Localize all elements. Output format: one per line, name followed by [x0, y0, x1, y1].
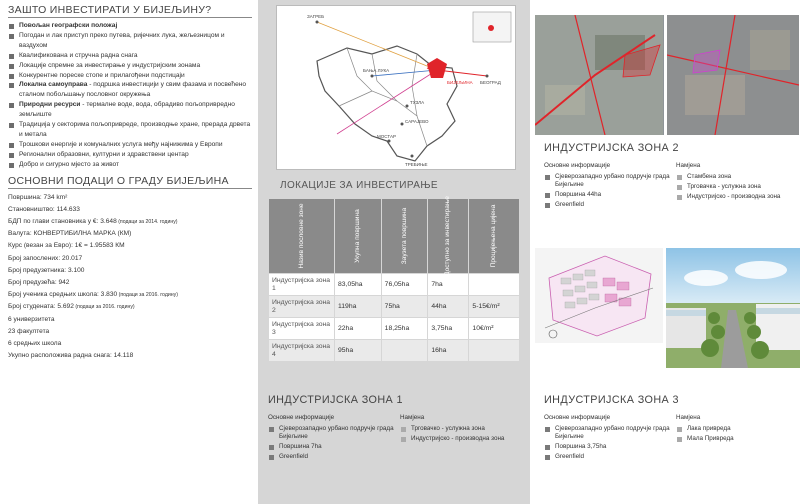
- table-cell: 22ha: [335, 318, 382, 340]
- right-column: [530, 0, 800, 504]
- zone-info-label: Основне информације: [544, 162, 611, 169]
- table-header-cell: Заузета површина: [381, 199, 428, 274]
- zone-1-info: [268, 414, 398, 463]
- fact-row: Број студената: 5.692 (подаци за 2016. годину): [8, 303, 135, 311]
- table-cell: [381, 340, 428, 362]
- zone-1-section: [268, 394, 526, 460]
- zone-info-label: Основне информације: [268, 414, 335, 421]
- table-cell: 5-15€/m²: [469, 296, 520, 318]
- zone-3-info: [544, 414, 674, 463]
- map-place-label: МОСТАР: [377, 134, 396, 139]
- zone-purpose-item: Мала Привреда: [676, 435, 796, 443]
- locations-table: [268, 198, 520, 362]
- zone-purpose-item: Стамбена зона: [676, 173, 796, 181]
- fact-row: Курс (везан за Евро): 1€ = 1.95583 КМ: [8, 242, 125, 250]
- zone-street-photo: [666, 248, 800, 368]
- zone-purpose-item: Трговачка - услужна зона: [676, 183, 796, 191]
- fact-row: 23 факултета: [8, 327, 50, 335]
- table-cell: [469, 340, 520, 362]
- zone-3-purpose: [676, 414, 796, 445]
- fact-row: Број предузетника: 3.100: [8, 266, 85, 274]
- fact-row: Број ученика средњих школа: 3.830 (подаци за 2016. годину): [8, 291, 178, 299]
- why-item: Локације спремне за инвестирање у индустријским зонама: [8, 61, 252, 71]
- table-header-cell: Процијењена цијена: [469, 199, 520, 274]
- zone-2-section: [544, 142, 798, 208]
- table-cell: 16ha: [428, 340, 469, 362]
- zone-1-purpose: [400, 414, 520, 445]
- why-item: Традиција у секторима пољопривреде, производње хране, прерада дрвета и метала: [8, 120, 252, 140]
- table-cell: 3,75ha: [428, 318, 469, 340]
- why-item: Повољан географски положај: [8, 21, 252, 31]
- why-item: Добро и сигурно мјесто за живот: [8, 160, 252, 170]
- zone-2-info: [544, 162, 674, 211]
- zone-info-item: Сјеверозападно урбано подручје града Бијељине: [268, 425, 398, 441]
- why-item: Квалификована и стручна радна снага: [8, 51, 252, 61]
- table-cell: 119ha: [335, 296, 382, 318]
- zone-info-label: Основне информације: [544, 414, 611, 421]
- zone-info-item: Greenfield: [268, 453, 398, 461]
- table-cell: Индустријска зона 3: [269, 318, 335, 340]
- fact-row: Валута: КОНВЕРТИБИЛНА МАРКА (КМ): [8, 230, 132, 238]
- zone-purpose-item: Лака привреда: [676, 425, 796, 433]
- fact-row: 6 средњих школа: [8, 340, 62, 348]
- zone-purpose-label: Намјена: [400, 414, 425, 421]
- fact-row: Површина: 734 km²: [8, 193, 68, 201]
- table-row: [269, 296, 520, 318]
- table-row: [269, 340, 520, 362]
- aerial-image: [535, 15, 799, 135]
- map-place-label: ЗАГРЕБ: [307, 14, 325, 19]
- zone-3-section: [544, 394, 798, 460]
- why-item: Локална самоуправа - подршка инвестицији у свим фазама и посвећено сталном побољшању пословног окружења: [8, 80, 252, 100]
- table-cell: 7ha: [428, 274, 469, 296]
- map-place-label: БАЊА ЛУКА: [363, 68, 390, 73]
- zone-purpose-item: Трговачко - услужна зона: [400, 425, 520, 433]
- map-city-label: БИЈЕЉИНА: [447, 80, 473, 85]
- table-row: [269, 318, 520, 340]
- fact-row: Становништво: 114.633: [8, 205, 80, 213]
- why-invest-list: [8, 21, 252, 170]
- zone-1-title: ИНДУСТРИЈСКА ЗОНА 1: [268, 394, 403, 406]
- zone-2-purpose: [676, 162, 796, 203]
- zone-info-item: Greenfield: [544, 453, 674, 461]
- why-invest-title: ЗАШТО ИНВЕСТИРАТИ У БИЈЕЉИНУ?: [8, 4, 252, 18]
- zone-purpose-label: Намјена: [676, 414, 701, 421]
- left-column: [0, 0, 258, 504]
- zone-plan-drawing: [535, 248, 663, 343]
- table-cell: 10€/m²: [469, 318, 520, 340]
- zone-info-item: Површина 3,75ha: [544, 443, 674, 451]
- why-item: Конкурентне пореске стопе и прилагођени подстицаји: [8, 71, 252, 81]
- table-cell: 18,25ha: [381, 318, 428, 340]
- zone-info-item: Површина 7ha: [268, 443, 398, 451]
- map-place-label: ТУЗЛА: [410, 100, 425, 105]
- zone-purpose-item: Индустријско - производна зона: [676, 193, 796, 201]
- table-cell: 76,05ha: [381, 274, 428, 296]
- region-map: [276, 5, 516, 170]
- zone-3-title: ИНДУСТРИЈСКА ЗОНА 3: [544, 394, 679, 406]
- why-item: Природни ресурси - термалне воде, вода, обрадиво пољопривредно земљиште: [8, 100, 252, 120]
- zone-2-title: ИНДУСТРИЈСКА ЗОНА 2: [544, 142, 679, 154]
- zone-info-item: Сјеверозападно урбано подручје града Бијељине: [544, 425, 674, 441]
- table-cell: Индустријска зона 2: [269, 296, 335, 318]
- table-header-cell: Доступно за инвестирање: [428, 199, 469, 274]
- basic-facts-title: ОСНОВНИ ПОДАЦИ О ГРАДУ БИЈЕЉИНА: [8, 175, 252, 189]
- plan-image: [535, 248, 663, 343]
- table-row: [269, 274, 520, 296]
- table-header-row: [269, 199, 520, 274]
- table-header-cell: Назив пословне зоне: [269, 199, 335, 274]
- table-cell: 75ha: [381, 296, 428, 318]
- why-item: Трошкови енергије и комуналних услуга међу најнижима у Европи: [8, 140, 252, 150]
- map-place-label: ТРЕБИЊЕ: [405, 162, 428, 167]
- table-cell: Индустријска зона 1: [269, 274, 335, 296]
- zone-info-item: Површина 44ha: [544, 191, 674, 199]
- zone-purpose-item: Индустријско - производна зона: [400, 435, 520, 443]
- aerial-photo: [535, 15, 799, 135]
- table-cell: [469, 274, 520, 296]
- street-image: [666, 248, 800, 368]
- fact-row: Број запослених: 20.017: [8, 254, 83, 262]
- why-item: Погодан и лак приступ преко путева, ријечних лука, жељезницом и ваздухом: [8, 31, 252, 51]
- map-place-label: САРАЈЕВО: [405, 119, 429, 124]
- zone-purpose-label: Намјена: [676, 162, 701, 169]
- fact-row: Број предузећа: 942: [8, 279, 70, 287]
- fact-row: Укупно расположива радна снага: 14.118: [8, 352, 134, 360]
- middle-column: [258, 0, 530, 504]
- locations-title: ЛОКАЦИЈЕ ЗА ИНВЕСТИРАЊЕ: [280, 180, 438, 191]
- why-item: Регионални образовни, културни и здравствени центар: [8, 150, 252, 160]
- map-graphic: [277, 6, 517, 171]
- table-header-cell: Укупна површина: [335, 199, 382, 274]
- zone-info-item: Сјеверозападно урбано подручје града Бијељине: [544, 173, 674, 189]
- zone-info-item: Greenfield: [544, 201, 674, 209]
- table-cell: 83,05ha: [335, 274, 382, 296]
- map-place-label: БЕОГРАД: [480, 80, 501, 85]
- basic-facts-list: [8, 192, 252, 363]
- table-cell: Индустријска зона 4: [269, 340, 335, 362]
- table-cell: 44ha: [428, 296, 469, 318]
- fact-row: 6 универзитета: [8, 315, 55, 323]
- table-cell: 95ha: [335, 340, 382, 362]
- fact-row: БДП по глави становника у €: 3.648 (подаци за 2014. годину): [8, 218, 178, 225]
